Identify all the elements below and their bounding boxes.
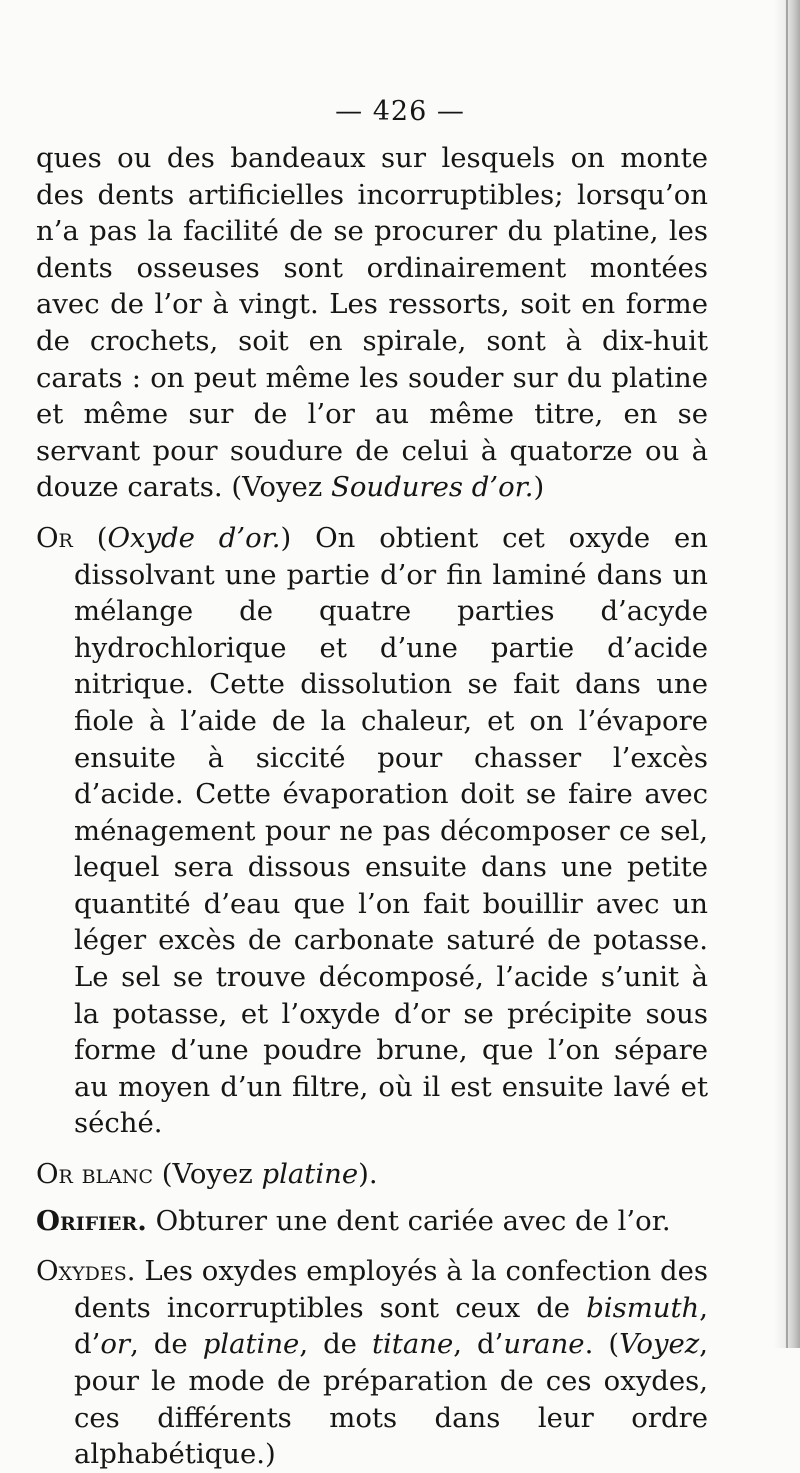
- entry-or-blanc: [36, 1156, 708, 1193]
- opening-text: ques ou des bandeaux sur lesquels on monte des dents artificielles incorruptibles; lorsqu’on n’a pas la facilité de se procurer du platine, les dents osseuses sont ordinairement montées avec de l’or à vingt. Les ressorts, soit en forme de crochets, soit en spirale, sont à dix-huit carats : on peut même les souder sur du platine et même sur de l’or au même titre, en se servant pour soudure de celui à quatorze ou à douze carats. (Voyez: [36, 142, 708, 504]
- entry-paren-close: ): [280, 521, 316, 554]
- entry-oxydes: [36, 1253, 708, 1473]
- entry-italic: titane: [371, 1328, 454, 1361]
- entry-orifier: [36, 1203, 708, 1240]
- page-edge-line: [786, 0, 788, 1348]
- entry-head: Oxydes.: [36, 1255, 136, 1288]
- entry-or: [36, 520, 708, 1142]
- entry-text: Les oxydes employés à la confection des dents incorruptibles sont ceux de: [74, 1255, 708, 1324]
- opening-italic: Soudures d’or.: [331, 471, 534, 504]
- entry-italic: bismuth: [586, 1291, 700, 1324]
- entry-text: , d’: [74, 1291, 708, 1361]
- entry-italic: platine: [261, 1158, 359, 1191]
- opening-paragraph: [36, 140, 708, 506]
- entry-text: , de: [130, 1328, 203, 1361]
- entry-tail: ).: [358, 1158, 378, 1191]
- entry-head: Orifier.: [36, 1204, 147, 1237]
- entry-head: Or: [36, 521, 73, 554]
- entry-text: , de: [299, 1328, 372, 1361]
- entry-italic: urane: [503, 1328, 585, 1361]
- entry-italic: Oxyde d’or.: [107, 521, 281, 554]
- entry-text: , pour le mode de préparation de ces oxydes, ces différents mots dans leur ordre alphabétique.): [74, 1328, 709, 1471]
- entry-italic: Voyez: [619, 1328, 700, 1361]
- entry-text: , d’: [453, 1328, 504, 1361]
- entry-text: (Voyez: [153, 1158, 262, 1191]
- entry-paren-open: (: [72, 521, 108, 554]
- opening-tail: ): [533, 471, 545, 504]
- entry-text: . (: [584, 1328, 620, 1361]
- entry-italic: or: [100, 1328, 131, 1361]
- entry-head: Or blanc: [36, 1158, 154, 1191]
- entry-italic: platine: [202, 1328, 300, 1361]
- entry-text: Obturer une dent cariée avec de l’or.: [146, 1204, 671, 1237]
- page-number: — 426 —: [335, 96, 465, 127]
- entry-text: On obtient cet oxyde en dissolvant une partie d’or fin laminé dans un mélange de quatre parties d’acyde hydrochlorique et d’une partie d’acide nitrique. Cette dissolution se fait dans une fiole à l’aide de la chaleur, et on l’évapore ensuite à siccité pour chasser l’excès d’acide. Cette évaporation doit se faire avec ménagement pour ne pas décomposer ce sel, lequel sera dissous ensuite dans une petite quantité d’eau que l’on fait bouillir avec un léger excès de carbonate saturé de potasse. Le sel se trouve décomposé, l’acide s’unit à la potasse, et l’oxyde d’or se précipite sous forme d’une poudre brune, que l’on sépare au moyen d’un filtre, où il est ensuite lavé et séché.: [74, 521, 708, 1140]
- text-block: [36, 140, 708, 1473]
